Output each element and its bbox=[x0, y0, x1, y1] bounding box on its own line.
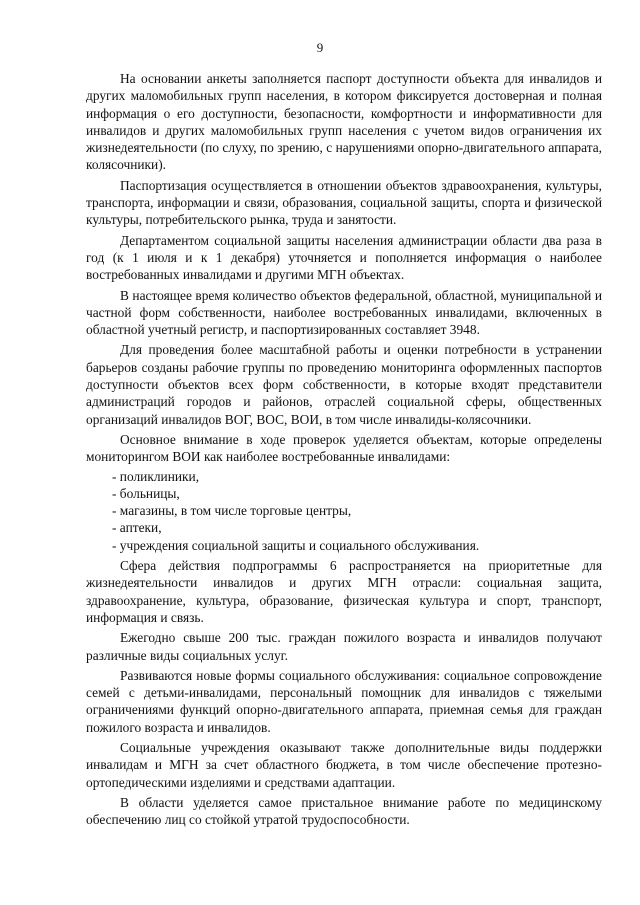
paragraph-object-count: В настоящее время количество объектов федеральной, областной, муниципальной и частной форм собственности, наиболее востребованных инвалидами, включенных в областной учетный регистр, и паспортизированных составляет 3948. bbox=[86, 287, 602, 338]
page-number: 9 bbox=[316, 40, 324, 55]
paragraph-new-forms: Развиваются новые формы социального обслуживания: социальное сопровождение семей с детьми-инвалидами, персональный помощник для инвалидов с тяжелыми ограничениями функций опорно-двигательного аппарата, приемная семья для граждан пожилого возраста и инвалидов. bbox=[86, 667, 602, 735]
facility-list bbox=[86, 468, 602, 554]
list-item: - учреждения социальной защиты и социального обслуживания. bbox=[112, 537, 480, 553]
paragraph-certification: Паспортизация осуществляется в отношении объектов здравоохранения, культуры, транспорта, информации и связи, образования, социальной защиты, спорта и физической культуры, потребительского рынка, труда и занятости. bbox=[86, 177, 602, 228]
paragraph-medical-support: В области уделяется самое пристальное внимание работе по медицинскому обеспечению лиц со стойкой утратой трудоспособности. bbox=[86, 794, 602, 828]
list-item: - магазины, в том числе торговые центры, bbox=[112, 503, 352, 519]
paragraph-annual-services: Ежегодно свыше 200 тыс. граждан пожилого возраста и инвалидов получают различные виды социальных услуг. bbox=[86, 630, 602, 663]
paragraph-department: Департаментом социальной защиты населения администрации области два раза в год (к 1 июля и к 1 декабря) уточняется и пополняется информация о наиболее востребованных инвалидами и другими МГН объектах. bbox=[86, 232, 602, 283]
list-item: - аптеки, bbox=[112, 520, 162, 536]
paragraph-passport: На основании анкеты заполняется паспорт доступности объекта для инвалидов и других маломобильных групп населения, в котором фиксируется достоверная и полная информация о его доступности, безопасности, комфортности и информативности для инвалидов и других маломобильных групп населения с учетом видов ограничения их жизнедеятельности (по слуху, по зрению, с нарушениями опорно-двигательного аппарата, колясочники). bbox=[86, 71, 602, 173]
paragraph-subprogram: Сфера действия подпрограммы 6 распространяется на приоритетные для жизнедеятельности инвалидов и других МГН отрасли: социальная защита, здравоохранение, культура, образование, физическая культура и спорт, транспорт, информация и связь. bbox=[86, 558, 602, 625]
document-body bbox=[86, 70, 602, 831]
paragraph-social-institutions: Социальные учреждения оказывают также дополнительные виды поддержки инвалидам и МГН за счет областного бюджета, в том числе обеспечение протезно-ортопедическими изделиями и средствами адаптации. bbox=[86, 739, 602, 790]
paragraph-main-attention: Основное внимание в ходе проверок уделяется объектам, которые определены мониторингом ВОИ как наиболее востребованные инвалидами: bbox=[86, 431, 602, 465]
list-item: - больницы, bbox=[112, 485, 180, 501]
paragraph-working-groups: Для проведения более масштабной работы и оценки потребности в устранении барьеров созданы рабочие группы по проведению мониторинга оформленных паспортов доступности объектов всех форм собственности, в которые входят представители администраций городов и районов, отраслей социальной сферы, общественных организаций инвалидов ВОГ, ВОС, ВОИ, в том числе инвалиды-колясочники. bbox=[86, 342, 602, 427]
list-item: - поликлиники, bbox=[112, 468, 200, 484]
